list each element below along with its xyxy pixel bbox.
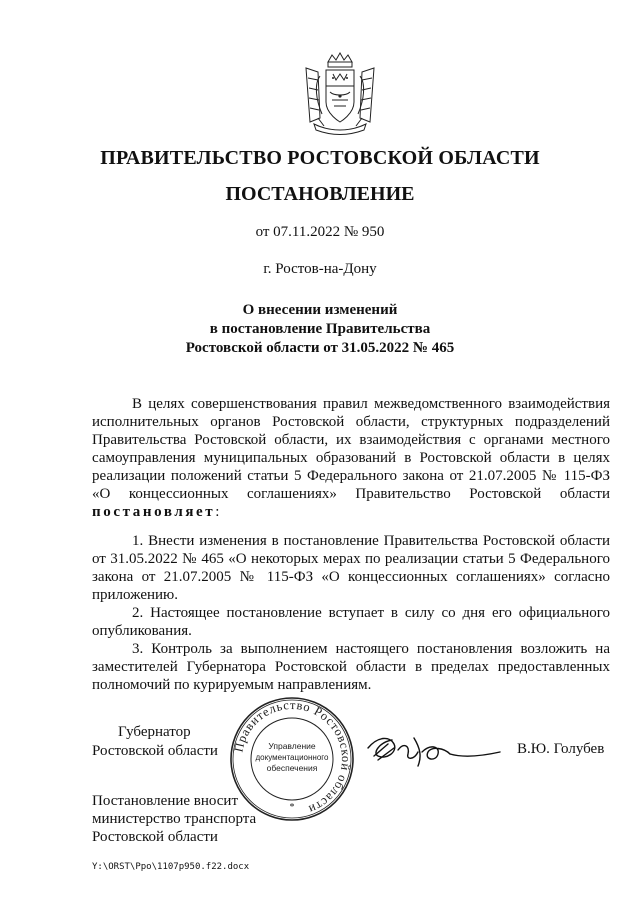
decree-colon: : <box>215 504 220 520</box>
introduced-by-line-1: Постановление вносит <box>92 793 239 809</box>
preamble-text: В целях совершенствования правил межведомственного взаимодействия исполнительных органов Ростовской области, структурных подразделений Правительства Ростовской области, их взаимодействия с органами местного самоуправления муниципальных образований в Ростовской области в целях реализации положений статьи 5 Федерального закона от 21.07.2005 № 115-ФЗ «О концессионных соглашениях» Правительство Ростовской области <box>92 396 610 502</box>
introduced-by <box>92 792 256 846</box>
stamp-outer-text: Правительство Ростовской области <box>231 697 354 817</box>
stamp-inner-line-2: документационного <box>255 753 329 762</box>
subject-line-2: в постановление Правительства <box>209 321 431 337</box>
coat-of-arms-emblem <box>300 52 380 138</box>
subject-line-1: О внесении изменений <box>242 302 398 318</box>
file-path-footer: Y:\ORST\Ppo\1107p950.f22.docx <box>92 862 250 872</box>
item-3-paragraph: 3. Контроль за выполнением настоящего постановления возложить на заместителей Губернатора Ростовской области в пределах предоставленных полномочий по курируемым направлениям. <box>92 641 610 693</box>
stamp-inner-line-3: обеспечения <box>266 763 318 773</box>
handwritten-signature <box>364 726 504 774</box>
decree-word: постановляет <box>92 504 216 520</box>
signer-position-line-2: Ростовской области <box>92 743 218 759</box>
document-date-number: от 07.11.2022 № 950 <box>255 224 385 240</box>
signer-name: В.Ю. Голубев <box>517 741 605 757</box>
signer-position-line-1: Губернатор <box>118 724 191 740</box>
item-2-paragraph: 2. Настоящее постановление вступает в силу со дня его официального опубликования. <box>92 605 610 639</box>
item-1-paragraph: 1. Внести изменения в постановление Правительства Ростовской области от 31.05.2022 № 465 «О некоторых мерах по реализации статьи 5 Федерального закона от 21.07.2005 № 115-ФЗ «О концессионных соглашениях» согласно приложению. <box>92 533 610 603</box>
subject-line-3: Ростовской области от 31.05.2022 № 465 <box>185 340 455 356</box>
document-type: ПОСТАНОВЛЕНИЕ <box>225 183 415 205</box>
signer-position <box>92 723 218 761</box>
document-city: г. Ростов-на-Дону <box>263 261 377 277</box>
government-title: ПРАВИТЕЛЬСТВО РОСТОВСКОЙ ОБЛАСТИ <box>100 147 540 169</box>
preamble-paragraph <box>92 395 610 521</box>
introduced-by-line-2: министерство транспорта <box>92 811 257 827</box>
stamp-star-icon: * <box>289 802 295 813</box>
document-subject <box>0 301 640 358</box>
stamp-inner-line-1: Управление <box>268 741 316 751</box>
introduced-by-line-3: Ростовской области <box>92 829 218 845</box>
